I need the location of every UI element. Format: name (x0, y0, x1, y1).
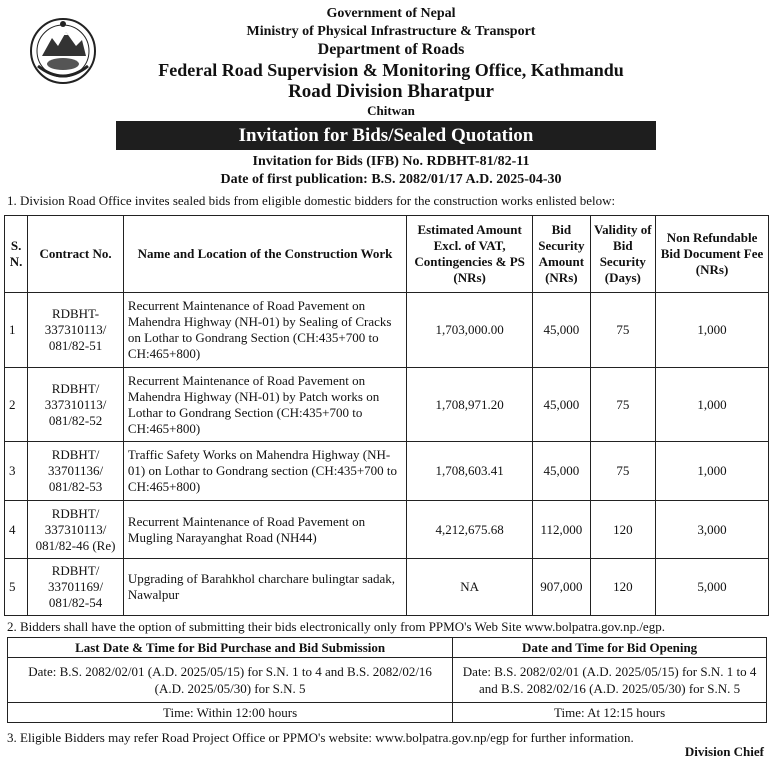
cell-name: Recurrent Maintenance of Road Pavement on Mahendra Highway (NH-01) by Patch works on Lothar to Gondrang Section (CH:435+700 to CH:465+800) (123, 368, 406, 442)
cell-amount: 1,708,971.20 (407, 368, 533, 442)
cell-sn: 2 (5, 368, 28, 442)
table-header-row (5, 216, 769, 293)
cell-amount: 1,708,603.41 (407, 442, 533, 501)
note-further-information: 3. Eligible Bidders may refer Road Project Office or PPMO's website: www.bolpatra.gov.np/egp for further information. (7, 730, 634, 745)
cell-contract: RDBHT/ 33701169/ 081/82-54 (28, 559, 124, 616)
cell-fee: 1,000 (656, 293, 769, 368)
ifb-number: Invitation for Bids (IFB) No. RDBHT-81/82-11 (252, 154, 530, 169)
table-row (5, 559, 769, 616)
publication-date: Date of first publication: B.S. 2082/01/17 A.D. 2025-04-30 (220, 172, 562, 187)
cell-sn: 3 (5, 442, 28, 501)
col-amount-header: Estimated Amount Excl. of VAT, Contingencies & PS (NRs) (407, 216, 533, 293)
table-row (5, 293, 769, 368)
cell-fee: 5,000 (656, 559, 769, 616)
cell-contract: RDBHT/ 337310113/ 081/82-46 (Re) (28, 501, 124, 559)
cell-validity: 120 (590, 559, 656, 616)
header-government: Government of Nepal (326, 6, 456, 21)
opening-time: Time: At 12:15 hours (453, 703, 767, 723)
cell-validity: 75 (590, 293, 656, 368)
cell-name: Upgrading of Barahkhol charchare bulingtar sadak, Nawalpur (123, 559, 406, 616)
cell-security: 45,000 (533, 368, 590, 442)
cell-security: 45,000 (533, 442, 590, 501)
cell-amount: 1,703,000.00 (407, 293, 533, 368)
cell-name: Traffic Safety Works on Mahendra Highway (NH-01) on Lothar to Gondrang section (CH:435+700 to CH:465+800) (123, 442, 406, 501)
cell-name: Recurrent Maintenance of Road Pavement on Mugling Narayanghat Road (NH44) (123, 501, 406, 559)
header-division: Road Division Bharatpur (288, 81, 494, 102)
note-electronic-submission: 2. Bidders shall have the option of submitting their bids electronically only from PPMO's Web Site www.bolpatra.gov.np./egp. (7, 619, 665, 634)
schedule-date-row (8, 658, 767, 703)
bids-table (4, 215, 769, 616)
cell-contract: RDBHT/ 337310113/ 081/82-52 (28, 368, 124, 442)
notice-title-banner: Invitation for Bids/Sealed Quotation (116, 121, 656, 150)
cell-security: 112,000 (533, 501, 590, 559)
cell-amount: NA (407, 559, 533, 616)
cell-validity: 75 (590, 368, 656, 442)
table-row (5, 442, 769, 501)
schedule-table (7, 637, 767, 723)
cell-contract: RDBHT/ 33701136/ 081/82-53 (28, 442, 124, 501)
submission-time: Time: Within 12:00 hours (8, 703, 453, 723)
cell-fee: 3,000 (656, 501, 769, 559)
cell-sn: 1 (5, 293, 28, 368)
opening-header: Date and Time for Bid Opening (453, 638, 767, 658)
cell-sn: 4 (5, 501, 28, 559)
col-name-header: Name and Location of the Construction Work (123, 216, 406, 293)
table-row (5, 368, 769, 442)
signature-title: Division Chief (684, 744, 764, 759)
header-district: Chitwan (367, 103, 415, 118)
col-sn-header: S. N. (5, 216, 28, 293)
cell-security: 45,000 (533, 293, 590, 368)
cell-validity: 120 (590, 501, 656, 559)
submission-header: Last Date & Time for Bid Purchase and Bid Submission (8, 638, 453, 658)
cell-amount: 4,212,675.68 (407, 501, 533, 559)
cell-name: Recurrent Maintenance of Road Pavement on Mahendra Highway (NH-01) by Sealing of Cracks on Lothar to Gondrang Section (CH:435+700 to CH:465+800) (123, 293, 406, 368)
opening-date: Date: B.S. 2082/02/01 (A.D. 2025/05/15) for S.N. 1 to 4 and B.S. 2082/02/16 (A.D. 2025/05/30) for S.N. 5 (453, 658, 767, 703)
col-fee-header: Non Refundable Bid Document Fee (NRs) (656, 216, 769, 293)
table-row (5, 501, 769, 559)
cell-sn: 5 (5, 559, 28, 616)
col-contract-header: Contract No. (28, 216, 124, 293)
schedule-time-row (8, 703, 767, 723)
col-security-header: Bid Security Amount (NRs) (533, 216, 590, 293)
cell-fee: 1,000 (656, 442, 769, 501)
submission-date: Date: B.S. 2082/02/01 (A.D. 2025/05/15) for S.N. 1 to 4 and B.S. 2082/02/16 (A.D. 2025/05/30) for S.N. 5 (8, 658, 453, 703)
header-department: Department of Roads (317, 41, 465, 58)
cell-contract: RDBHT-337310113/ 081/82-51 (28, 293, 124, 368)
header-ministry: Ministry of Physical Infrastructure & Transport (246, 24, 536, 39)
cell-fee: 1,000 (656, 368, 769, 442)
cell-validity: 75 (590, 442, 656, 501)
cell-security: 907,000 (533, 559, 590, 616)
header-office: Federal Road Supervision & Monitoring Office, Kathmandu (158, 60, 624, 80)
note-invitation: 1. Division Road Office invites sealed bids from eligible domestic bidders for the construction works enlisted below: (7, 193, 616, 208)
schedule-header-row (8, 638, 767, 658)
col-validity-header: Validity of Bid Security (Days) (590, 216, 656, 293)
